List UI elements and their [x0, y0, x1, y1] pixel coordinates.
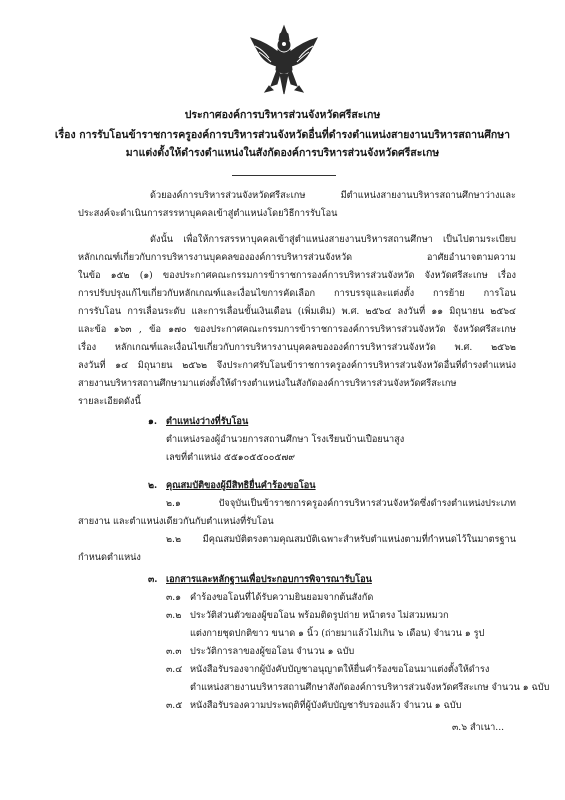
vacant-position: ตำแหน่งรองผู้อำนวยการสถานศึกษา โรงเรียนบ้านเปือยนาสูง [166, 434, 405, 445]
subject-line-1: เรื่อง การรับโอนข้าราชการครูองค์การบริหารส่วนจังหวัดอื่นที่ดำรงตำแหน่งสายงานบริหารสถานศึกษา [54, 129, 511, 141]
continuation-note: ๓.๖ สำเนา... [452, 722, 505, 733]
body-line: หลักเกณฑ์เกี่ยวกับการบริหารงานบุคคลขององค์การบริหารส่วนจังหวัด อาศัยอำนาจตามความ [78, 252, 516, 263]
document-item: คำร้องขอโอนที่ได้รับความยินยอมจากต้นสังกัด [190, 592, 374, 603]
document-item: หนังสือรับรองจากผู้บังคับบัญชาอนุญาตให้ยื่นคำร้องขอโอนมาแต่งตั้งให้ดำรง [190, 664, 490, 675]
body-line: รายละเอียดดังนี้ [78, 396, 141, 407]
document-item: แต่งกายชุดปกติขาว ขนาด ๑ นิ้ว (ถ่ายมาแล้วไม่เกิน ๖ เดือน) จำนวน ๑ รูป [190, 628, 485, 639]
subject-line-2: มาแต่งตั้งให้ดำรงตำแหน่งในสังกัดองค์การบริหารส่วนจังหวัดศรีสะเกษ [125, 147, 440, 159]
body-line: การปรับปรุงแก้ไขเกี่ยวกับหลักเกณฑ์และเงื่อนไขการคัดเลือก การบรรจุและแต่งตั้ง การย้าย การโอน [78, 288, 516, 299]
position-number: เลขที่ตำแหน่ง ๕๕๑๐๕๕๐๐๕๗๙ [166, 452, 295, 463]
section-1-number: ๑. [148, 416, 158, 427]
intro-line: ประสงค์จะดำเนินการสรรหาบุคคลเข้าสู่ตำแหน่งโดยวิธีการรับโอน [78, 208, 338, 219]
body-line: ลงวันที่ ๑๔ มิถุนายน ๒๕๖๒ จึงประกาศรับโอนข้าราชการครูองค์การบริหารส่วนจังหวัดอื่นที่ดำรงตำแหน่ง [78, 360, 516, 371]
body-line: ดังนั้น เพื่อให้การสรรหาบุคคลเข้าสู่ตำแหน่งสายงานบริหารสถานศึกษา เป็นไปตามระเบียบ [150, 234, 516, 245]
document-item-number: ๓.๔ [166, 664, 183, 675]
body-line: การรับโอน การเลื่อนระดับ และการเลื่อนขั้นเงินเดือน (เพิ่มเติม) พ.ศ. ๒๕๖๔ ลงวันที่ ๑๑ มิถุนายน ๒๕๖๔ [78, 306, 516, 317]
section-3-heading: เอกสารและหลักฐานเพื่อประกอบการพิจารณารับโอน [166, 574, 372, 585]
qualification-line: ๒.๑ ปัจจุบันเป็นข้าราชการครูองค์การบริหารส่วนจังหวัดซึ่งดำรงตำแหน่งประเภท [166, 498, 516, 509]
document-item: ตำแหน่งสายงานบริหารสถานศึกษาสังกัดองค์การบริหารส่วนจังหวัดศรีสะเกษ จำนวน ๑ ฉบับ [190, 682, 550, 693]
qualification-line: กำหนดตำแหน่ง [78, 552, 141, 563]
intro-line: ด้วยองค์การบริหารส่วนจังหวัดศรีสะเกษ มีตำแหน่งสายงานบริหารสถานศึกษาว่างและ [150, 190, 516, 201]
section-2-heading: คุณสมบัติของผู้มีสิทธิยื่นคำร้องขอโอน [166, 480, 316, 491]
qualification-line: ๒.๒ มีคุณสมบัติตรงตามคุณสมบัติเฉพาะสำหรับตำแหน่งตามที่กำหนดไว้ในมาตรฐาน [166, 534, 516, 545]
body-line: สายงานบริหารสถานศึกษามาแต่งตั้งให้ดำรงตำแหน่งในสังกัดองค์การบริหารส่วนจังหวัดศรีสะเกษ [78, 378, 457, 389]
document-item: หนังสือรับรองความประพฤติที่ผู้บังคับบัญชารับรองแล้ว จำนวน ๑ ฉบับ [190, 700, 462, 711]
garuda-emblem-icon [247, 20, 321, 100]
body-line: และข้อ ๑๖๓ , ข้อ ๑๗๐ ของประกาศคณะกรรมการข้าราชการองค์การบริหารส่วนจังหวัด จังหวัดศรีสะเกษ [78, 324, 516, 335]
section-2-number: ๒. [148, 480, 158, 491]
document-item-number: ๓.๑ [166, 592, 182, 603]
announcement-title: ประกาศองค์การบริหารส่วนจังหวัดศรีสะเกษ [184, 109, 381, 121]
section-3-number: ๓. [148, 574, 158, 585]
body-line: ในข้อ ๑๕๒ (๑) ของประกาศคณะกรรมการข้าราชการองค์การบริหารส่วนจังหวัด จังหวัดศรีสะเกษ เรื่อง [78, 270, 516, 281]
document-item-number: ๓.๒ [166, 610, 182, 621]
section-1-heading: ตำแหน่งว่างที่รับโอน [166, 416, 249, 427]
qualification-line: สายงาน และตำแหน่งเดียวกันกับตำแหน่งที่รับโอน [78, 516, 274, 527]
body-line: เรื่อง หลักเกณฑ์และเงื่อนไขเกี่ยวกับการบริหารงานบุคคลขององค์การบริหารส่วนจังหวัด พ.ศ. ๒๕๖๒ [78, 342, 516, 353]
document-item: ประวัติการลาของผู้ขอโอน จำนวน ๑ ฉบับ [190, 646, 355, 657]
title-divider [232, 175, 336, 176]
document-item-number: ๓.๕ [166, 700, 183, 711]
document-item-number: ๓.๓ [166, 646, 182, 657]
document-item: ประวัติส่วนตัวของผู้ขอโอน พร้อมติดรูปถ่าย หน้าตรง ไม่สวมหมวก [190, 610, 449, 621]
